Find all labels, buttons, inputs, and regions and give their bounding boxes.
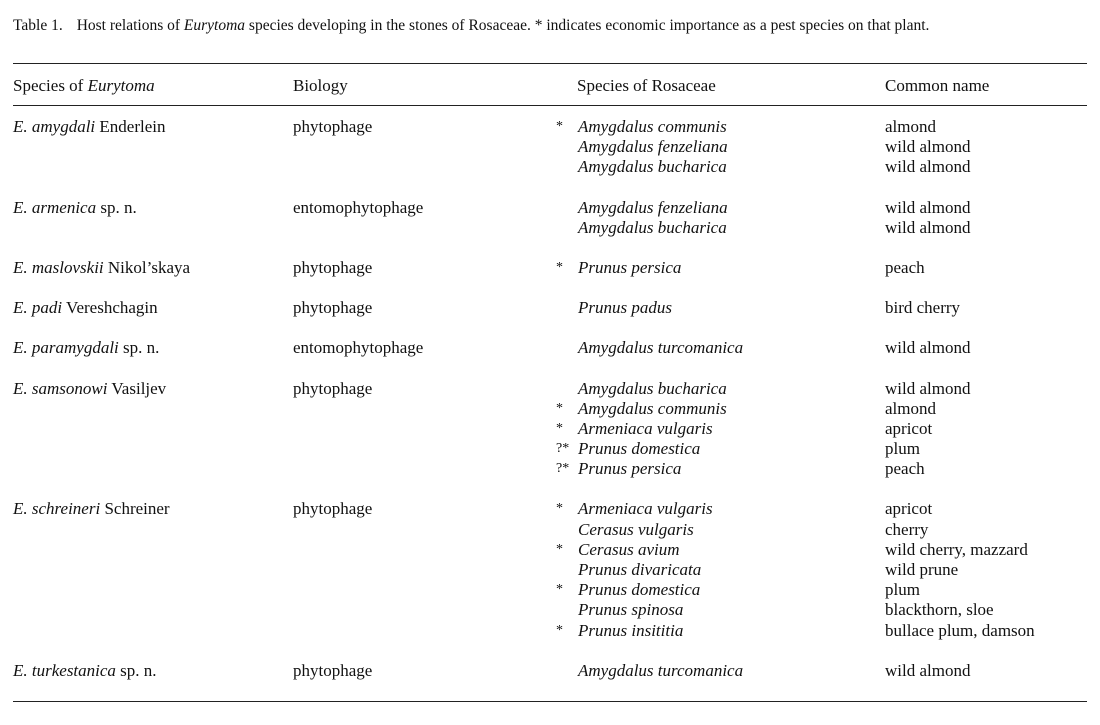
rosaceae-species: Amygdalus bucharica [578,217,727,237]
common-name: apricot [885,418,933,438]
biology-cell: phytophage [293,298,373,318]
host-line [0,499,1100,519]
biology-cell: phytophage [293,660,373,680]
table-row [0,338,1100,358]
species-author: Enderlein [95,117,166,136]
table-row [0,298,1100,318]
species-genus: E. armenica [13,197,97,217]
rosaceae-species: Prunus domestica [578,439,701,459]
rosaceae-species: Cerasus avium [578,539,680,559]
common-name: plum [885,580,920,600]
species-genus: E. turkestanica [13,660,116,680]
species-author: sp. n. [118,338,160,358]
host-line [0,399,1100,419]
common-name: plum [885,439,920,459]
host-line [0,198,1100,218]
table-row [0,379,1100,480]
common-name: wild almond [885,378,971,398]
rosaceae-species: Prunus domestica [578,580,701,600]
header-species-rosaceae: Species of Rosaceae [577,76,716,95]
rosaceae-species: Prunus persica [578,257,682,277]
rosaceae-species: Amygdalus communis [578,398,727,418]
pest-marker: * [556,622,563,638]
species-author: sp. n. [115,660,157,680]
common-name: almond [885,398,936,418]
pest-marker: * [556,582,563,598]
common-name: blackthorn, sloe [885,600,994,620]
rosaceae-species: Amygdalus communis [578,117,727,136]
rosaceae-species: Amygdalus fenzeliana [578,137,728,157]
rosaceae-species: Armeniaca vulgaris [578,499,713,519]
rosaceae-species: Amygdalus bucharica [578,378,727,398]
rosaceae-species: Prunus insititia [578,620,684,640]
common-name: almond [885,117,936,136]
rosaceae-species: Prunus spinosa [578,600,684,620]
header-rule [13,105,1087,106]
top-rule [13,63,1087,64]
common-name: bullace plum, damson [885,620,1035,640]
rosaceae-species: Prunus divaricata [578,560,702,579]
pest-marker: * [556,420,563,436]
species-author: Schreiner [100,499,170,519]
species-author: Vasiljev [107,378,167,398]
table-row [0,258,1100,278]
host-line [0,258,1100,278]
biology-cell: phytophage [293,378,373,398]
rosaceae-species: Amygdalus turcomanica [578,660,744,680]
species-genus: E. padi [13,298,63,318]
biology-cell: phytophage [293,499,373,519]
pest-marker: * [556,259,563,275]
pest-marker: * [556,400,563,416]
caption-text-em: Eurytoma [183,17,246,34]
common-name: wild almond [885,137,971,157]
species-genus: E. samsonowi [13,378,108,398]
caption-text-a: Host relations of [76,17,184,34]
species-author: Vereshchagin [62,298,158,318]
rosaceae-species: Amygdalus bucharica [578,157,727,177]
species-genus: E. amygdali [13,117,96,136]
rosaceae-species: Prunus padus [578,298,672,318]
rosaceae-species: Prunus persica [578,459,682,479]
table-row [0,198,1100,238]
host-line [0,218,1100,238]
table-row [0,117,1100,178]
common-name: wild almond [885,157,971,177]
eurytoma-species [13,499,170,519]
host-line [0,298,1100,318]
table-body [0,117,1100,701]
common-name: apricot [885,499,933,519]
biology-cell: phytophage [293,117,373,136]
host-line [0,419,1100,439]
common-name: wild almond [885,660,971,680]
host-line [0,580,1100,600]
pest-marker: * [556,119,563,134]
common-name: cherry [885,519,929,539]
eurytoma-species [13,198,137,218]
host-line [0,137,1100,157]
species-author: Nikol’skaya [103,257,191,277]
pest-marker: * [556,501,563,517]
host-line [0,621,1100,641]
biology-cell: entomophytophage [293,338,424,358]
host-line [0,439,1100,459]
biology-cell: phytophage [293,257,373,277]
species-genus: E. paramygdali [13,338,119,358]
pest-marker: ?* [556,461,570,477]
species-author: sp. n. [96,197,137,217]
rosaceae-species: Amygdalus turcomanica [578,338,744,358]
eurytoma-species [13,338,159,358]
host-line [0,600,1100,620]
eurytoma-species [13,258,190,278]
header-species-prefix: Species of [13,76,88,95]
caption-text-b: species developing in the stones of Rosaceae. * indicates economic importance as a pest species on that plant. [245,17,930,34]
eurytoma-species [13,117,166,137]
species-genus: E. maslovskii [13,257,104,277]
header-common-name: Common name [885,76,990,95]
table-caption [13,16,1088,35]
host-line [0,157,1100,177]
eurytoma-species [13,661,157,681]
host-line [0,520,1100,540]
common-name: wild cherry, mazzard [885,539,1028,559]
header-species-eurytoma [13,76,155,96]
host-line [0,661,1100,681]
header-biology: Biology [293,76,348,95]
common-name: wild prune [885,560,959,579]
host-line [0,117,1100,137]
host-line [0,338,1100,358]
table-row [0,499,1100,640]
caption-label: Table 1. [13,17,63,34]
common-name: peach [885,257,925,277]
eurytoma-species [13,379,166,399]
host-line [0,540,1100,560]
eurytoma-species [13,298,158,318]
header-species-em: Eurytoma [87,76,155,95]
biology-cell: entomophytophage [293,197,424,217]
pest-marker: ?* [556,441,570,457]
common-name: wild almond [885,217,971,237]
host-line [0,379,1100,399]
host-line [0,459,1100,479]
bottom-rule [13,701,1087,702]
rosaceae-species: Amygdalus fenzeliana [578,197,728,217]
common-name: peach [885,459,925,479]
common-name: bird cherry [885,298,961,318]
species-genus: E. schreineri [13,499,101,519]
pest-marker: * [556,541,563,557]
host-line [0,560,1100,580]
common-name: wild almond [885,338,971,358]
rosaceae-species: Cerasus vulgaris [578,519,694,539]
rosaceae-species: Armeniaca vulgaris [578,418,713,438]
common-name: wild almond [885,197,971,217]
table-row [0,661,1100,681]
